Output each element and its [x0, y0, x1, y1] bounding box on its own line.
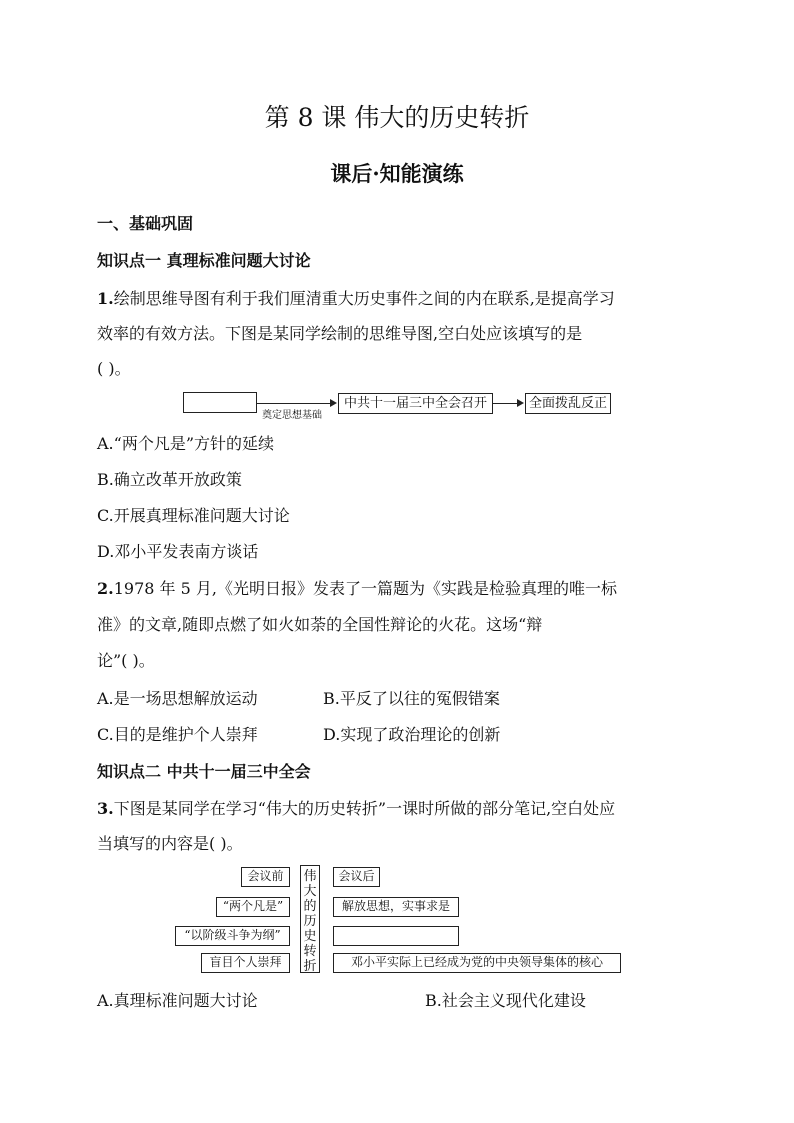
question-2-line-3: 论”( )。 [97, 651, 155, 670]
arrow-head-icon [517, 399, 524, 407]
question-1-line-3: ( )。 [97, 359, 131, 378]
blank-box [183, 392, 257, 413]
left-box: 盲目个人崇拜 [201, 953, 290, 973]
left-box: “两个凡是” [216, 897, 290, 917]
question-text: 绘制思维导图有利于我们厘清重大历史事件之间的内在联系,是提高学习 [113, 289, 615, 308]
option-d: D.邓小平发表南方谈话 [97, 542, 259, 561]
option-a: A.“两个凡是”方针的延续 [97, 434, 275, 453]
option-b: B.平反了以往的冤假错案 [323, 689, 500, 708]
left-box: 会议前 [241, 867, 290, 887]
question-2-line-2: 准》的文章,随即点燃了如火如荼的全国性辩论的火花。这场“辩 [97, 615, 543, 634]
arrow-line [493, 403, 518, 404]
question-text: 1978 年 5 月,《光明日报》发表了一篇题为《实践是检验真理的唯一标 [113, 579, 617, 598]
option-a: A.真理标准问题大讨论 [97, 991, 258, 1010]
option-c: C.开展真理标准问题大讨论 [97, 506, 290, 525]
section-heading: 一、基础巩固 [97, 214, 194, 233]
option-a: A.是一场思想解放运动 [97, 689, 258, 708]
right-box: 邓小平实际上已经成为党的中央领导集体的核心 [333, 953, 621, 973]
question-1-line-2: 效率的有效方法。下图是某同学绘制的思维导图,空白处应该填写的是 [97, 324, 583, 343]
question-3-line-2: 当填写的内容是( )。 [97, 834, 243, 853]
question-1-line-1 [97, 286, 615, 309]
question-number: 3. [97, 799, 114, 818]
right-box: 会议后 [333, 867, 380, 887]
left-box: “以阶级斗争为纲” [175, 926, 290, 946]
question-number: 2. [97, 579, 114, 598]
blank-box [333, 926, 459, 946]
option-b: B.确立改革开放政策 [97, 470, 242, 489]
arrow-line [257, 403, 331, 404]
option-d: D.实现了政治理论的创新 [323, 725, 501, 744]
knowledge-point-heading: 知识点二 中共十一届三中全会 [97, 762, 311, 781]
right-box: 解放思想，实事求是 [333, 897, 459, 917]
page-subtitle: 课后·知能演练 [330, 161, 464, 186]
question-2-line-1 [97, 576, 617, 599]
result-box: 全面拨乱反正 [525, 393, 611, 414]
arrow-label: 奠定思想基础 [262, 410, 322, 421]
page-title: 第 8 课 伟大的历史转折 [264, 103, 530, 132]
question-3-line-1 [97, 796, 615, 819]
option-b: B.社会主义现代化建设 [425, 991, 586, 1010]
arrow-head-icon [330, 399, 337, 407]
center-vertical-box: 伟大的历史转折 [300, 865, 320, 973]
question-text: 下图是某同学在学习“伟大的历史转折”一课时所做的部分笔记,空白处应 [113, 799, 616, 818]
option-c: C.目的是维护个人崇拜 [97, 725, 258, 744]
question-number: 1. [97, 289, 114, 308]
meeting-box: 中共十一届三中全会召开 [338, 393, 493, 414]
knowledge-point-heading: 知识点一 真理标准问题大讨论 [97, 251, 311, 270]
